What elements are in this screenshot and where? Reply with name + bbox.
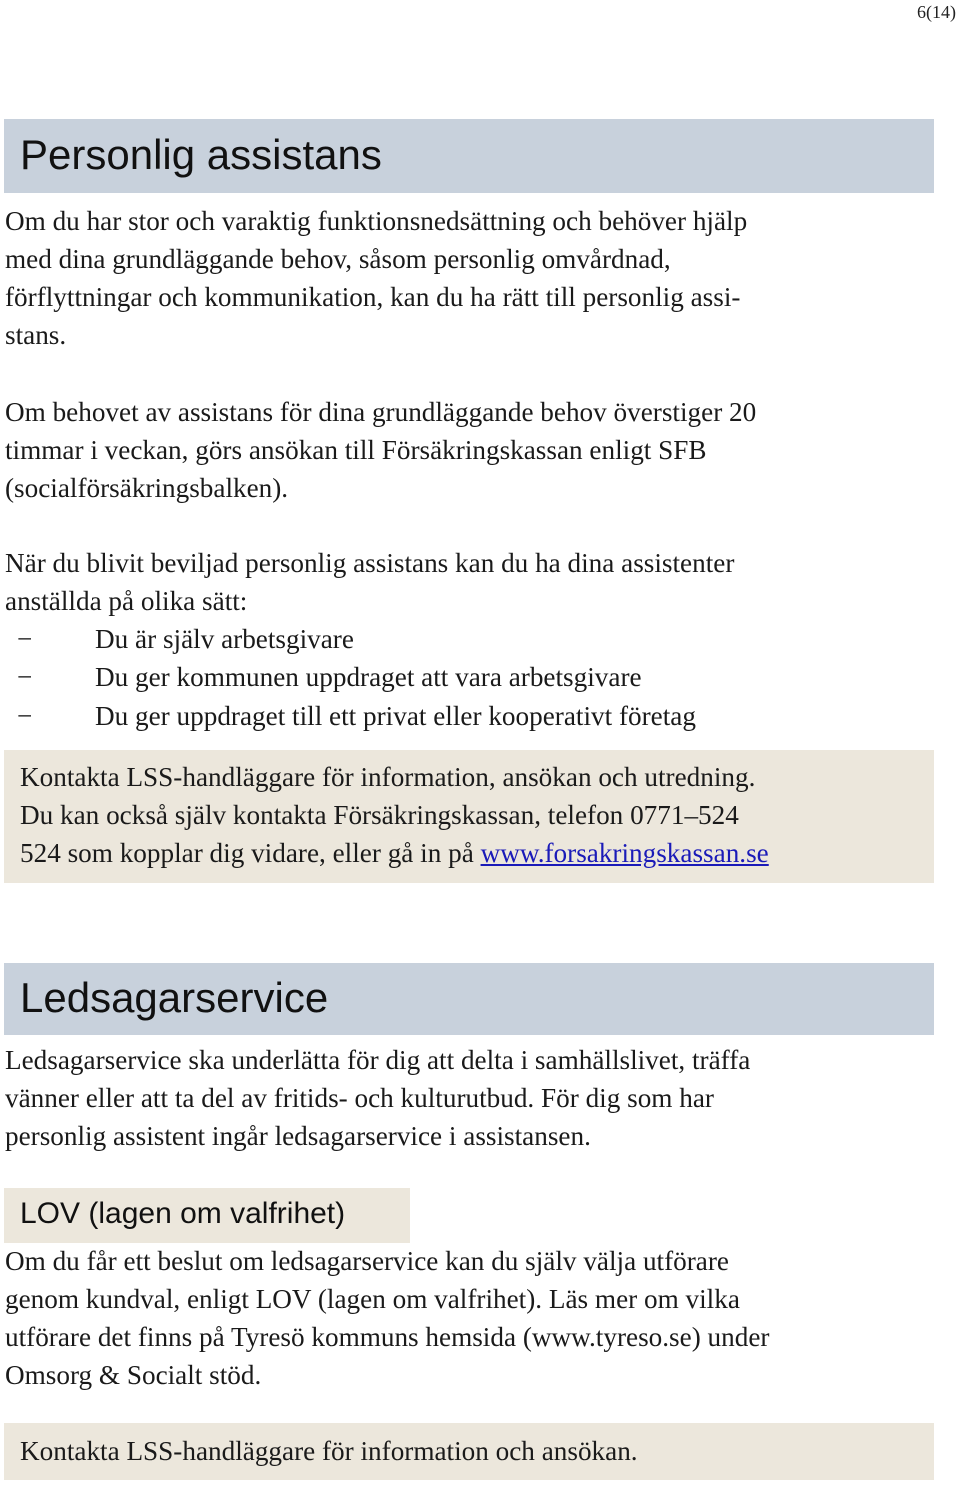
text-line: vänner eller att ta del av fritids- och kulturutbud. För dig som har <box>5 1083 714 1113</box>
text-line: Kontakta LSS-handläggare för information, ansökan och utredning. <box>20 762 756 792</box>
list-item-text: Du är själv arbetsgivare <box>95 624 354 654</box>
paragraph-employment-options <box>5 544 935 620</box>
section-heading-ledsagarservice: Ledsagarservice <box>20 974 329 1021</box>
text-fragment: 524 som kopplar dig vidare, eller gå in på <box>20 838 481 868</box>
text-line <box>20 834 950 872</box>
paragraph-intro <box>5 202 935 354</box>
list-item <box>5 697 696 735</box>
contact-info-box <box>4 750 934 883</box>
text-line: med dina grundläggande behov, såsom personlig omvårdnad, <box>5 244 671 274</box>
page-number: 6(14) <box>917 2 956 22</box>
text-line: Om du har stor och varaktig funktionsnedsättning och behöver hjälp <box>5 206 748 236</box>
dash-bullet-icon: − <box>17 624 33 654</box>
section-heading-bar <box>4 963 934 1035</box>
dash-bullet-icon: − <box>17 662 33 693</box>
list-item <box>5 658 696 696</box>
text-line: förflyttningar och kommunikation, kan du ha rätt till personlig assi- <box>5 282 741 312</box>
list-item-text: Du ger uppdraget till ett privat eller kooperativt företag <box>95 700 696 731</box>
subheading-bar <box>4 1188 410 1243</box>
forsakringskassan-link[interactable]: www.forsakringskassan.se <box>480 838 769 868</box>
text-line: utförare det finns på Tyresö kommuns hemsida (www.tyreso.se) under <box>5 1322 770 1352</box>
text-line: Du kan också själv kontakta Försäkringskassan, telefon 0771–524 <box>20 800 739 830</box>
list-item <box>5 620 696 658</box>
text-line: genom kundval, enligt LOV (lagen om valfrihet). Läs mer om vilka <box>5 1284 740 1314</box>
text-line: Ledsagarservice ska underlätta för dig att delta i samhällslivet, träffa <box>5 1045 751 1075</box>
contact-text <box>20 758 950 872</box>
list-item-text: Du ger kommunen uppdraget att vara arbetsgivare <box>95 662 642 693</box>
text-line: stans. <box>5 320 67 350</box>
contact-info-box-ledsagarservice <box>4 1423 934 1480</box>
contact-text <box>20 1432 950 1470</box>
text-line: (socialförsäkringsbalken). <box>5 473 289 503</box>
text-line: personlig assistent ingår ledsagarservice i assistansen. <box>5 1121 591 1151</box>
section-heading-bar <box>4 119 934 193</box>
subheading-lov: LOV (lagen om valfrihet) <box>20 1197 346 1230</box>
text-line: Om behovet av assistans för dina grundläggande behov överstiger 20 <box>5 397 757 427</box>
text-line: Om du får ett beslut om ledsagarservice kan du själv välja utförare <box>5 1246 729 1276</box>
text-line: När du blivit beviljad personlig assistans kan du ha dina assistenter <box>5 548 735 578</box>
text-line: anställda på olika sätt: <box>5 586 248 616</box>
paragraph-application <box>5 393 935 507</box>
text-line: Kontakta LSS-handläggare för information och ansökan. <box>20 1436 638 1466</box>
text-line: timmar i veckan, görs ansökan till Försäkringskassan enligt SFB <box>5 435 707 465</box>
dash-bullet-icon: − <box>17 700 33 731</box>
employment-options-list <box>5 620 696 735</box>
paragraph-ledsagarservice <box>5 1041 935 1155</box>
text-line: Omsorg & Socialt stöd. <box>5 1360 262 1390</box>
paragraph-lov <box>5 1242 935 1394</box>
section-heading-personlig-assistans: Personlig assistans <box>20 131 382 178</box>
